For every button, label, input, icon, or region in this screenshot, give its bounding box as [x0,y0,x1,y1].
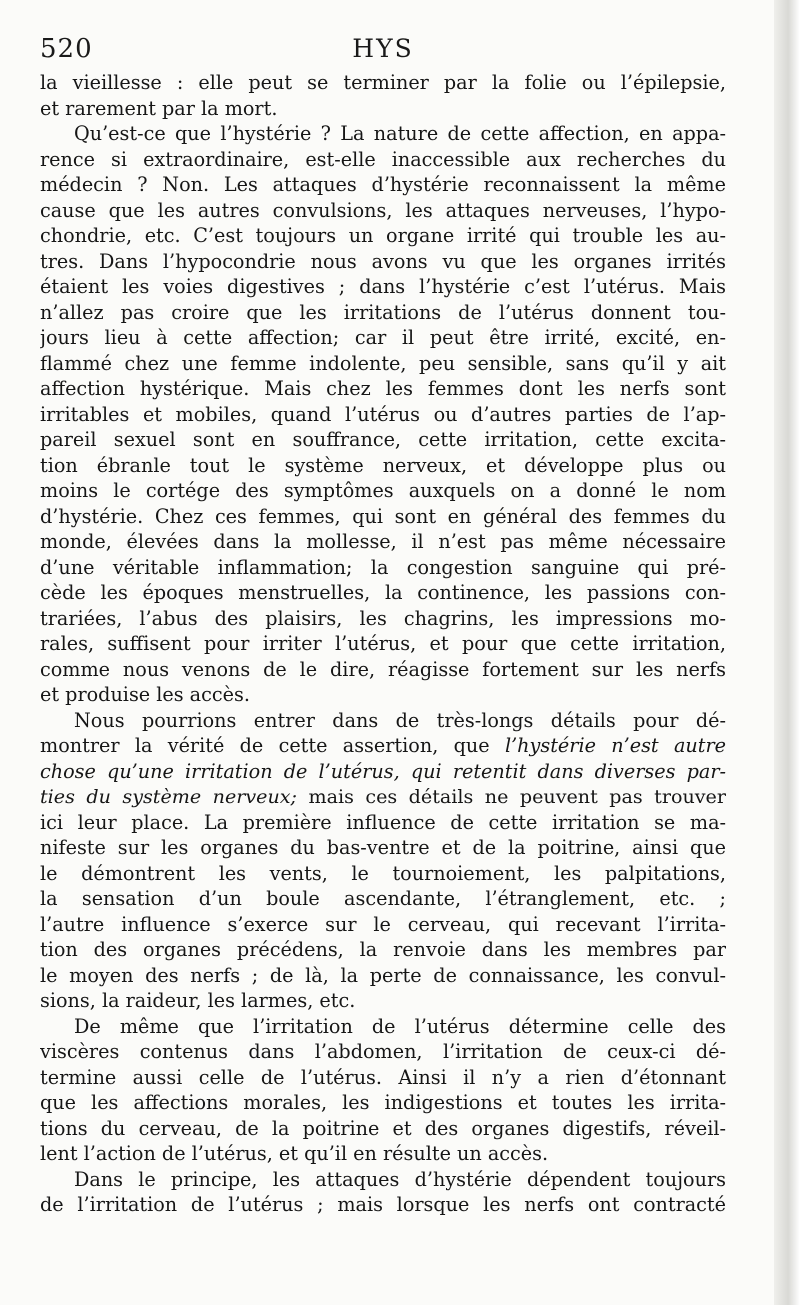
text-line: le moyen des nerfs ; de là, la perte de connaissance, les convul- [40,963,726,987]
paragraph [40,70,726,121]
text-line: comme nous venons de le dire, réagisse fortement sur les nerfs [40,657,726,681]
text-line: cède les époques menstruelles, la continence, les passions con- [40,581,726,604]
page-edge-shadow [774,0,800,1305]
text-line: que les affections morales, les indigestions et toutes les irrita- [40,1091,726,1114]
running-head: HYS [352,34,414,63]
text-line: lent l’action de l’utérus, et qu’il en résulte un accès. [40,1142,549,1165]
text-line: d’une véritable inflammation; la congestion sanguine qui pré- [40,555,726,579]
paragraph [40,1014,726,1167]
text-line: rence si extraordinaire, est-elle inaccessible aux recherches du [40,147,726,171]
text-line: monde, élevées dans la mollesse, il n’est pas même nécessaire [40,530,726,553]
text-line: termine aussi celle de l’utérus. Ainsi il n’y a rien d’étonnant [40,1065,726,1089]
text-line: tions du cerveau, de la poitrine et des organes digestifs, réveil- [40,1116,726,1140]
italic-emphasis: ties du système nerveux; [40,785,297,808]
text-line: le démontrent les vents, le tournoiement, les palpitations, [40,861,726,885]
text-line: rales, suffisent pour irriter l’utérus, et pour que cette irritation, [40,632,726,655]
text-line: De même que l’irritation de l’utérus détermine celle des [74,1014,726,1038]
text-line: cause que les autres convulsions, les attaques nerveuses, l’hypo- [40,198,726,222]
text-line: Qu’est-ce que l’hystérie ? La nature de cette affection, en appa- [74,122,726,145]
paragraph [40,1167,726,1218]
text-line: la sensation d’un boule ascendante, l’étranglement, etc. ; [40,887,726,910]
text-line: chose qu’une irritation de l’utérus, qui retentit dans diverses par- [40,759,726,783]
text-line: trariées, l’abus des plaisirs, les chagrins, les impressions mo- [40,606,726,630]
text-line: affection hystérique. Mais chez les femmes dont les nerfs sont [40,377,726,400]
text-line: moins le cortége des symptômes auxquels on a donné le nom [40,479,726,502]
text-line: médecin ? Non. Les attaques d’hystérie reconnaissent la même [40,173,726,196]
text-line: d’hystérie. Chez ces femmes, qui sont en général des femmes du [40,504,726,528]
paragraph [40,708,726,1014]
text-line: chondrie, etc. C’est toujours un organe irrité qui trouble les au- [40,224,726,247]
text-line: flammé chez une femme indolente, peu sensible, sans qu’il y ait [40,351,726,375]
text-line: l’autre influence s’exerce sur le cerveau, qui recevant l’irrita- [40,912,726,936]
text-line: nifeste sur les organes du bas-ventre et de la poitrine, ainsi que [40,836,726,859]
body-text [40,70,726,1218]
paragraph [40,121,726,708]
text-line: viscères contenus dans l’abdomen, l’irritation de ceux-ci dé- [40,1040,726,1063]
page-header [40,30,726,70]
italic-emphasis: l’hystérie n’est autre [504,734,726,757]
text-line: pareil sexuel sont en souffrance, cette irritation, cette excita- [40,428,726,451]
text-line: ties du système nerveux; mais ces détails ne peuvent pas trouver [40,785,726,808]
text-line: ici leur place. La première influence de cette irritation se ma- [40,810,726,834]
text-line: montrer la vérité de cette assertion, que l’hystérie n’est autre [40,734,726,757]
text-line: de l’irritation de l’utérus ; mais lorsque les nerfs ont contracté [40,1193,726,1216]
text-line: jours lieu à cette affection; car il peut être irrité, excité, en- [40,326,726,349]
text-line: tres. Dans l’hypocondrie nous avons vu que les organes irrités [40,249,726,273]
text-line: et rarement par la mort. [40,96,278,120]
text-line: tion ébranle tout le système nerveux, et développe plus ou [40,453,726,477]
text-line: tion des organes précédens, la renvoie dans les membres par [40,938,726,961]
text-line: et produise les accès. [40,683,250,706]
text-line: la vieillesse : elle peut se terminer par la folie ou l’épilepsie, [40,71,726,94]
text-line: sions, la raideur, les larmes, etc. [40,989,356,1012]
text-line: Nous pourrions entrer dans de très-longs détails pour dé- [74,708,726,732]
text-line: n’allez pas croire que les irritations de l’utérus donnent tou- [40,300,726,324]
page-number: 520 [40,34,93,64]
text-line: Dans le principe, les attaques d’hystérie dépendent toujours [74,1167,726,1191]
text-line: étaient les voies digestives ; dans l’hystérie c’est l’utérus. Mais [40,275,726,298]
text-line: irritables et mobiles, quand l’utérus ou d’autres parties de l’ap- [40,402,726,426]
